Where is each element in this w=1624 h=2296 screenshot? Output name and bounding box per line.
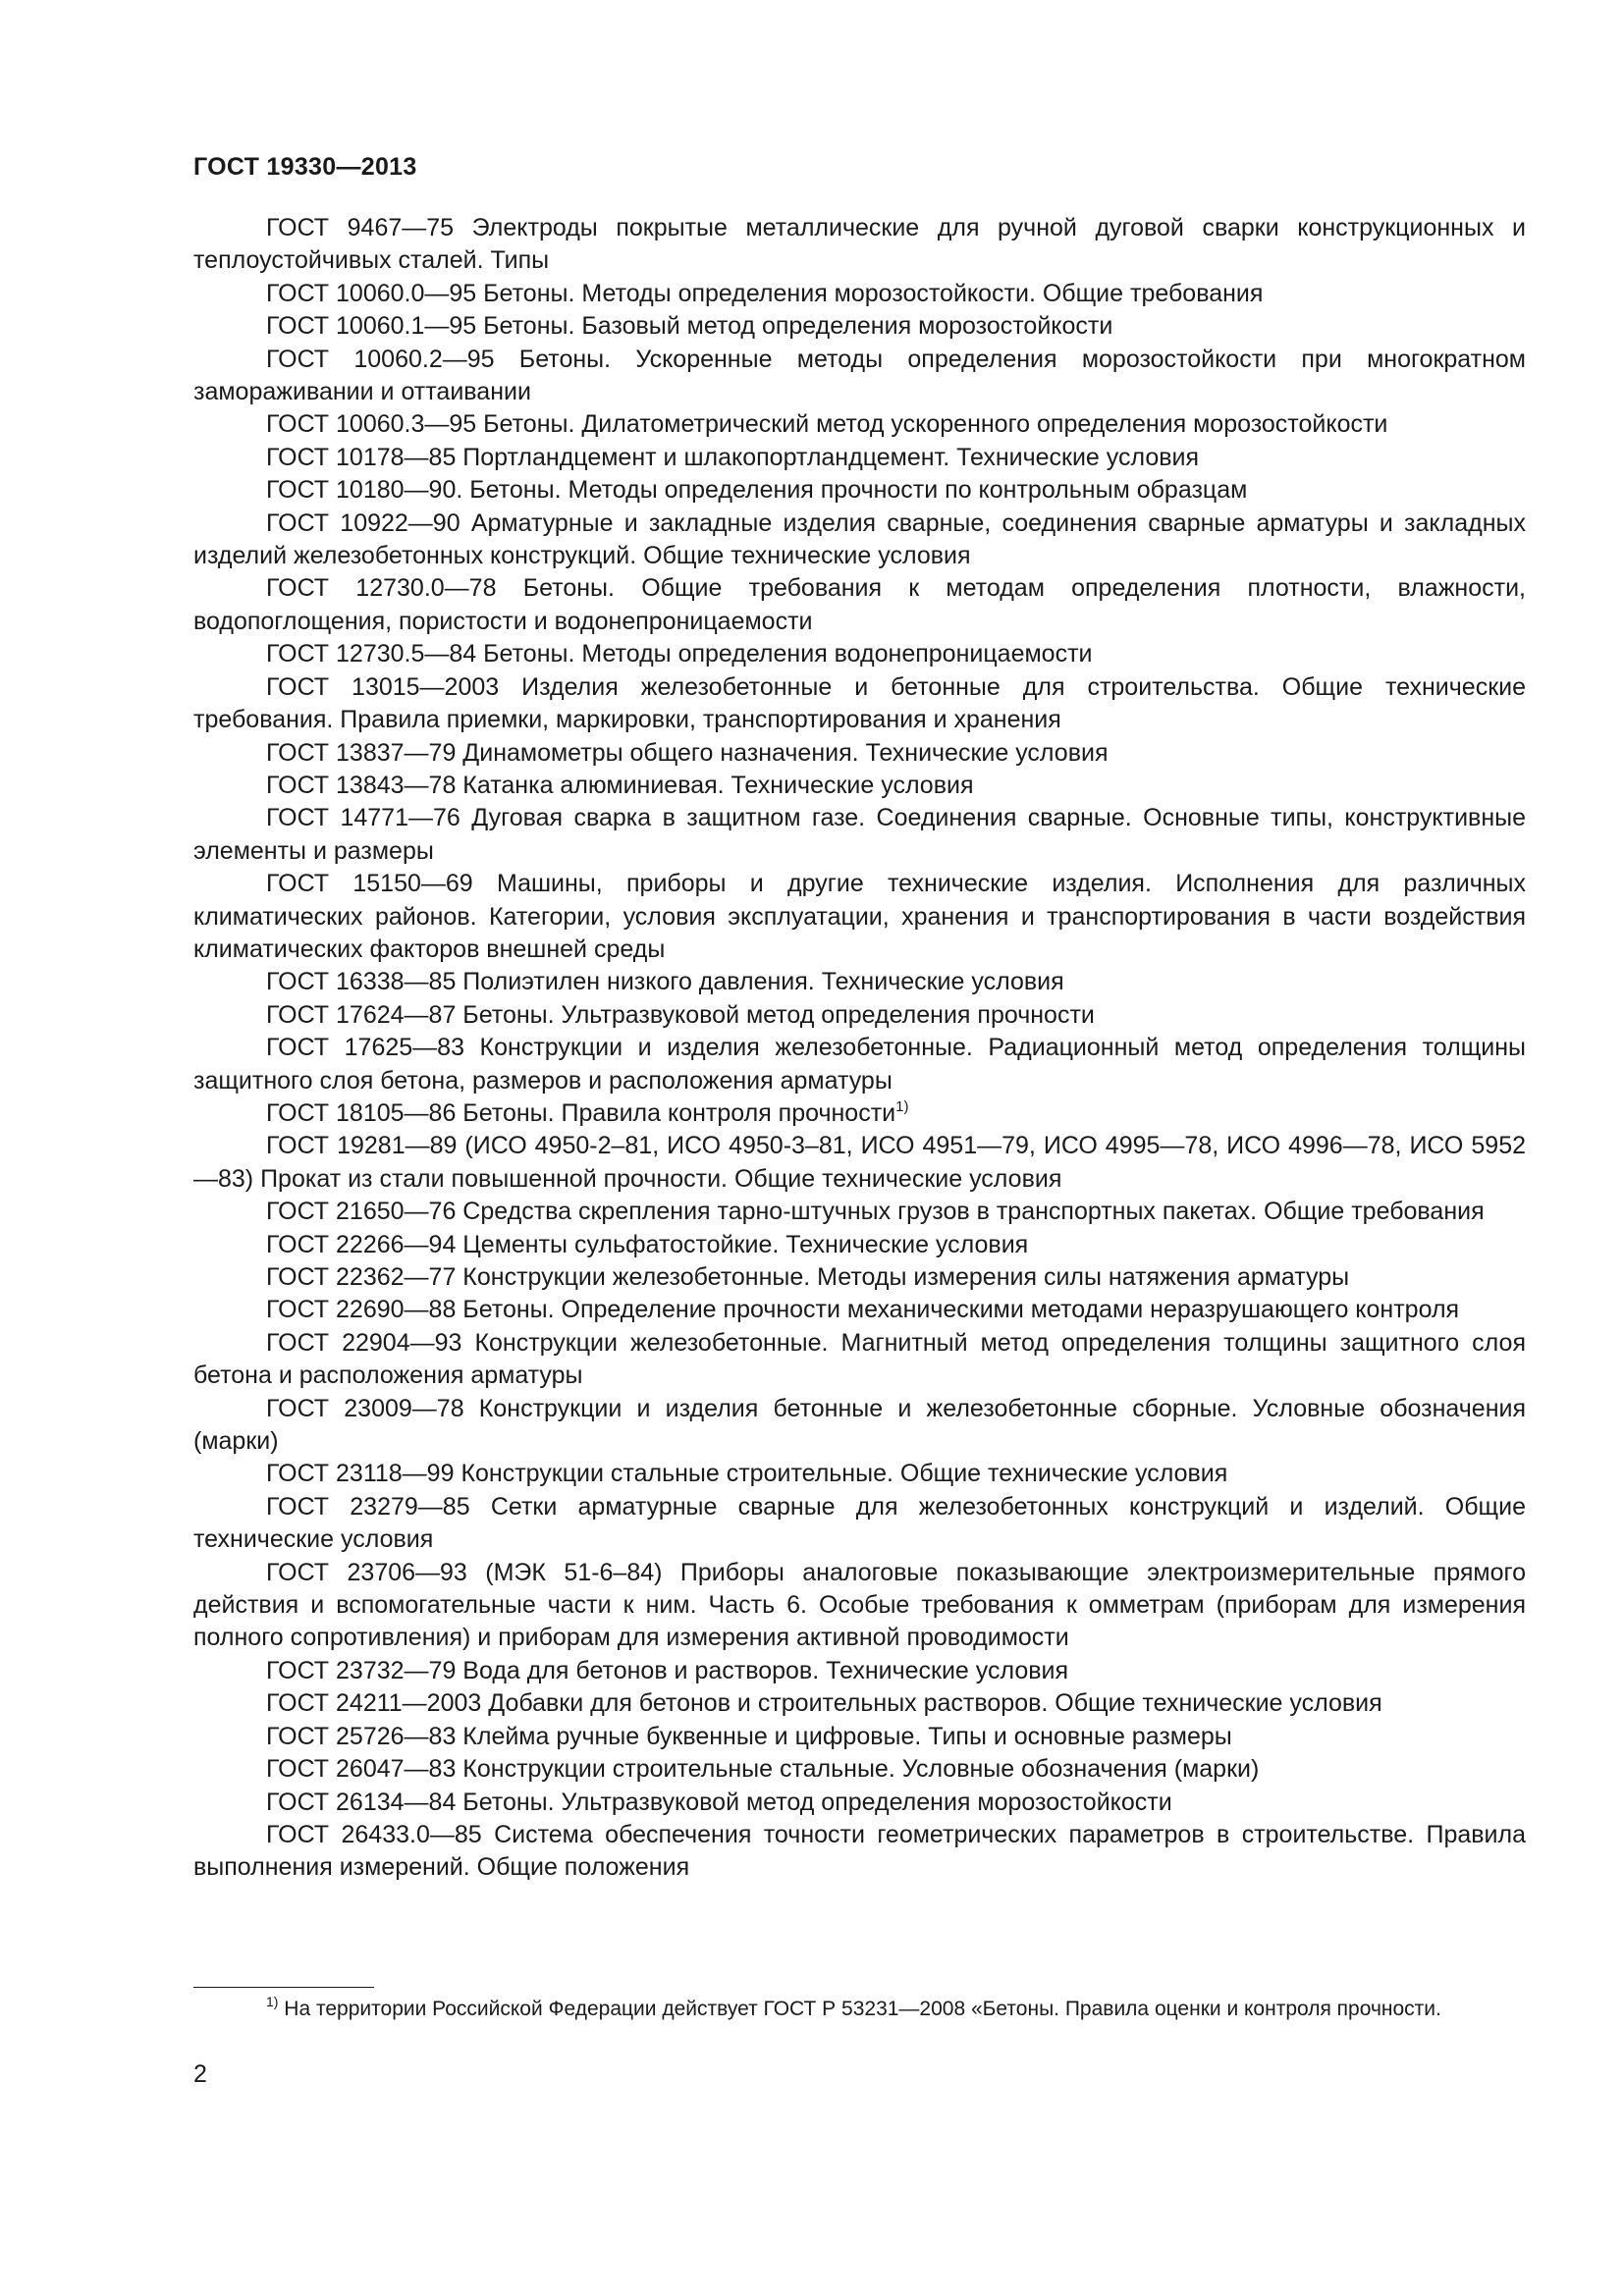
list-item: ГОСТ 23279—85 Сетки арматурные сварные для железобетонных конструкций и изделий. Общие технические условия [193,1492,1526,1554]
document-title: ГОСТ 19330—2013 [193,153,417,181]
footnote [193,1995,1526,2023]
list-item: ГОСТ 16338—85 Полиэтилен низкого давления. Технические условия [266,968,1064,996]
list-item: ГОСТ 23009—78 Конструкции и изделия бетонные и железобетонные сборные. Условные обозначения (марки) [193,1394,1526,1456]
list-item-with-footnote [193,1097,1526,1130]
list-item: ГОСТ 22904—93 Конструкции железобетонные. Магнитный метод определения толщины защитного слоя бетона и расположения арматуры [193,1328,1526,1390]
list-item: ГОСТ 15150—69 Машины, приборы и другие технические изделия. Исполнения для различных климатических районов. Категории, условия эксплуатации, хранения и транспортирования в части воздействия климатических факторов внешней среды [193,870,1526,963]
normative-references-list [193,212,1526,1885]
list-item: ГОСТ 9467—75 Электроды покрытые металлические для ручной дуговой сварки конструкционных и теплоустойчивых сталей. Типы [193,214,1526,275]
list-item: ГОСТ 10060.1—95 Бетоны. Базовый метод определения морозостойкости [266,312,1113,341]
footnote-divider [193,1987,374,1988]
list-item: ГОСТ 25726—83 Клейма ручные буквенные и цифровые. Типы и основные размеры [266,1722,1232,1750]
list-item: ГОСТ 23732—79 Вода для бетонов и растворов. Технические условия [266,1656,1069,1684]
list-item: ГОСТ 26047—83 Конструкции строительные стальные. Условные обозначения (марки) [266,1755,1260,1784]
list-item: ГОСТ 21650—76 Средства скрепления тарно-штучных грузов в транспортных пакетах. Общие требования [266,1198,1485,1226]
list-item: ГОСТ 23706—93 (МЭК 51-6–84) Приборы аналоговые показывающие электроизмерительные прямого действия и вспомогательные части к ним. Часть 6. Особые требования к омметрам (приборам для измерения полного сопротивления) и приборам для измерения активной проводимости [193,1558,1526,1652]
footnote-marker: 1) [266,1994,279,2009]
list-item: ГОСТ 10180—90. Бетоны. Методы определения прочности по контрольным образцам [266,476,1248,505]
list-item: ГОСТ 10060.2—95 Бетоны. Ускоренные методы определения морозостойкости при многократном замораживании и оттаивании [193,345,1526,406]
list-item: ГОСТ 22266—94 Цементы сульфатостойкие. Технические условия [266,1230,1029,1258]
list-item: ГОСТ 10922—90 Арматурные и закладные изделия сварные, соединения сварные арматуры и закладных изделий железобетонных конструкций. Общие технические условия [193,508,1526,570]
list-item: ГОСТ 13843—78 Катанка алюминиевая. Технические условия [266,771,974,799]
list-item: ГОСТ 12730.0—78 Бетоны. Общие требования к методам определения плотности, влажности, водопоглощения, пористости и водонепроницаемости [193,574,1526,635]
list-item: ГОСТ 17624—87 Бетоны. Ультразвуковой метод определения прочности [266,1000,1095,1029]
list-item: ГОСТ 24211—2003 Добавки для бетонов и строительных растворов. Общие технические условия [266,1689,1382,1718]
list-item: ГОСТ 22690—88 Бетоны. Определение прочности механическими методами неразрушающего контроля [266,1296,1460,1324]
page-number: 2 [193,2060,207,2088]
list-item-text: ГОСТ 18105—86 Бетоны. Правила контроля прочности [266,1098,896,1127]
list-item: ГОСТ 10060.3—95 Бетоны. Дилатометрический метод ускоренного определения морозостойкости [266,410,1388,439]
list-item: ГОСТ 26433.0—85 Система обеспечения точности геометрических параметров в строительстве. Правила выполнения измерений. Общие положения [193,1820,1526,1882]
list-item: ГОСТ 13837—79 Динамометры общего назначения. Технические условия [266,738,1109,767]
list-item: ГОСТ 12730.5—84 Бетоны. Методы определения водонепроницаемости [266,640,1093,668]
list-item: ГОСТ 22362—77 Конструкции железобетонные. Методы измерения силы натяжения арматуры [266,1263,1350,1291]
list-item: ГОСТ 17625—83 Конструкции и изделия железобетонные. Радиационный метод определения толщины защитного слоя бетона, размеров и расположения арматуры [193,1034,1526,1095]
list-item: ГОСТ 26134—84 Бетоны. Ультразвуковой метод определения морозостойкости [266,1788,1172,1816]
footnote-text: На территории Российской Федерации действует ГОСТ Р 53231—2008 «Бетоны. Правила оценки и контроля прочности. [284,1998,1441,2020]
footnote-reference: 1) [895,1097,909,1115]
list-item: ГОСТ 19281—89 (ИСО 4950-2–81, ИСО 4950-3–81, ИСО 4951—79, ИСО 4995—78, ИСО 4996—78, ИСО 5952—83) Прокат из стали повышенной прочности. Общие технические условия [193,1132,1526,1193]
list-item: ГОСТ 23118—99 Конструкции стальные строительные. Общие технические условия [266,1460,1228,1488]
list-item: ГОСТ 10060.0—95 Бетоны. Методы определения морозостойкости. Общие требования [266,279,1264,307]
list-item: ГОСТ 13015—2003 Изделия железобетонные и бетонные для строительства. Общие технические требования. Правила приемки, маркировки, транспортирования и хранения [193,672,1526,734]
list-item: ГОСТ 10178—85 Портландцемент и шлакопортландцемент. Технические условия [266,443,1200,471]
list-item: ГОСТ 14771—76 Дуговая сварка в защитном газе. Соединения сварные. Основные типы, конструктивные элементы и размеры [193,804,1526,865]
